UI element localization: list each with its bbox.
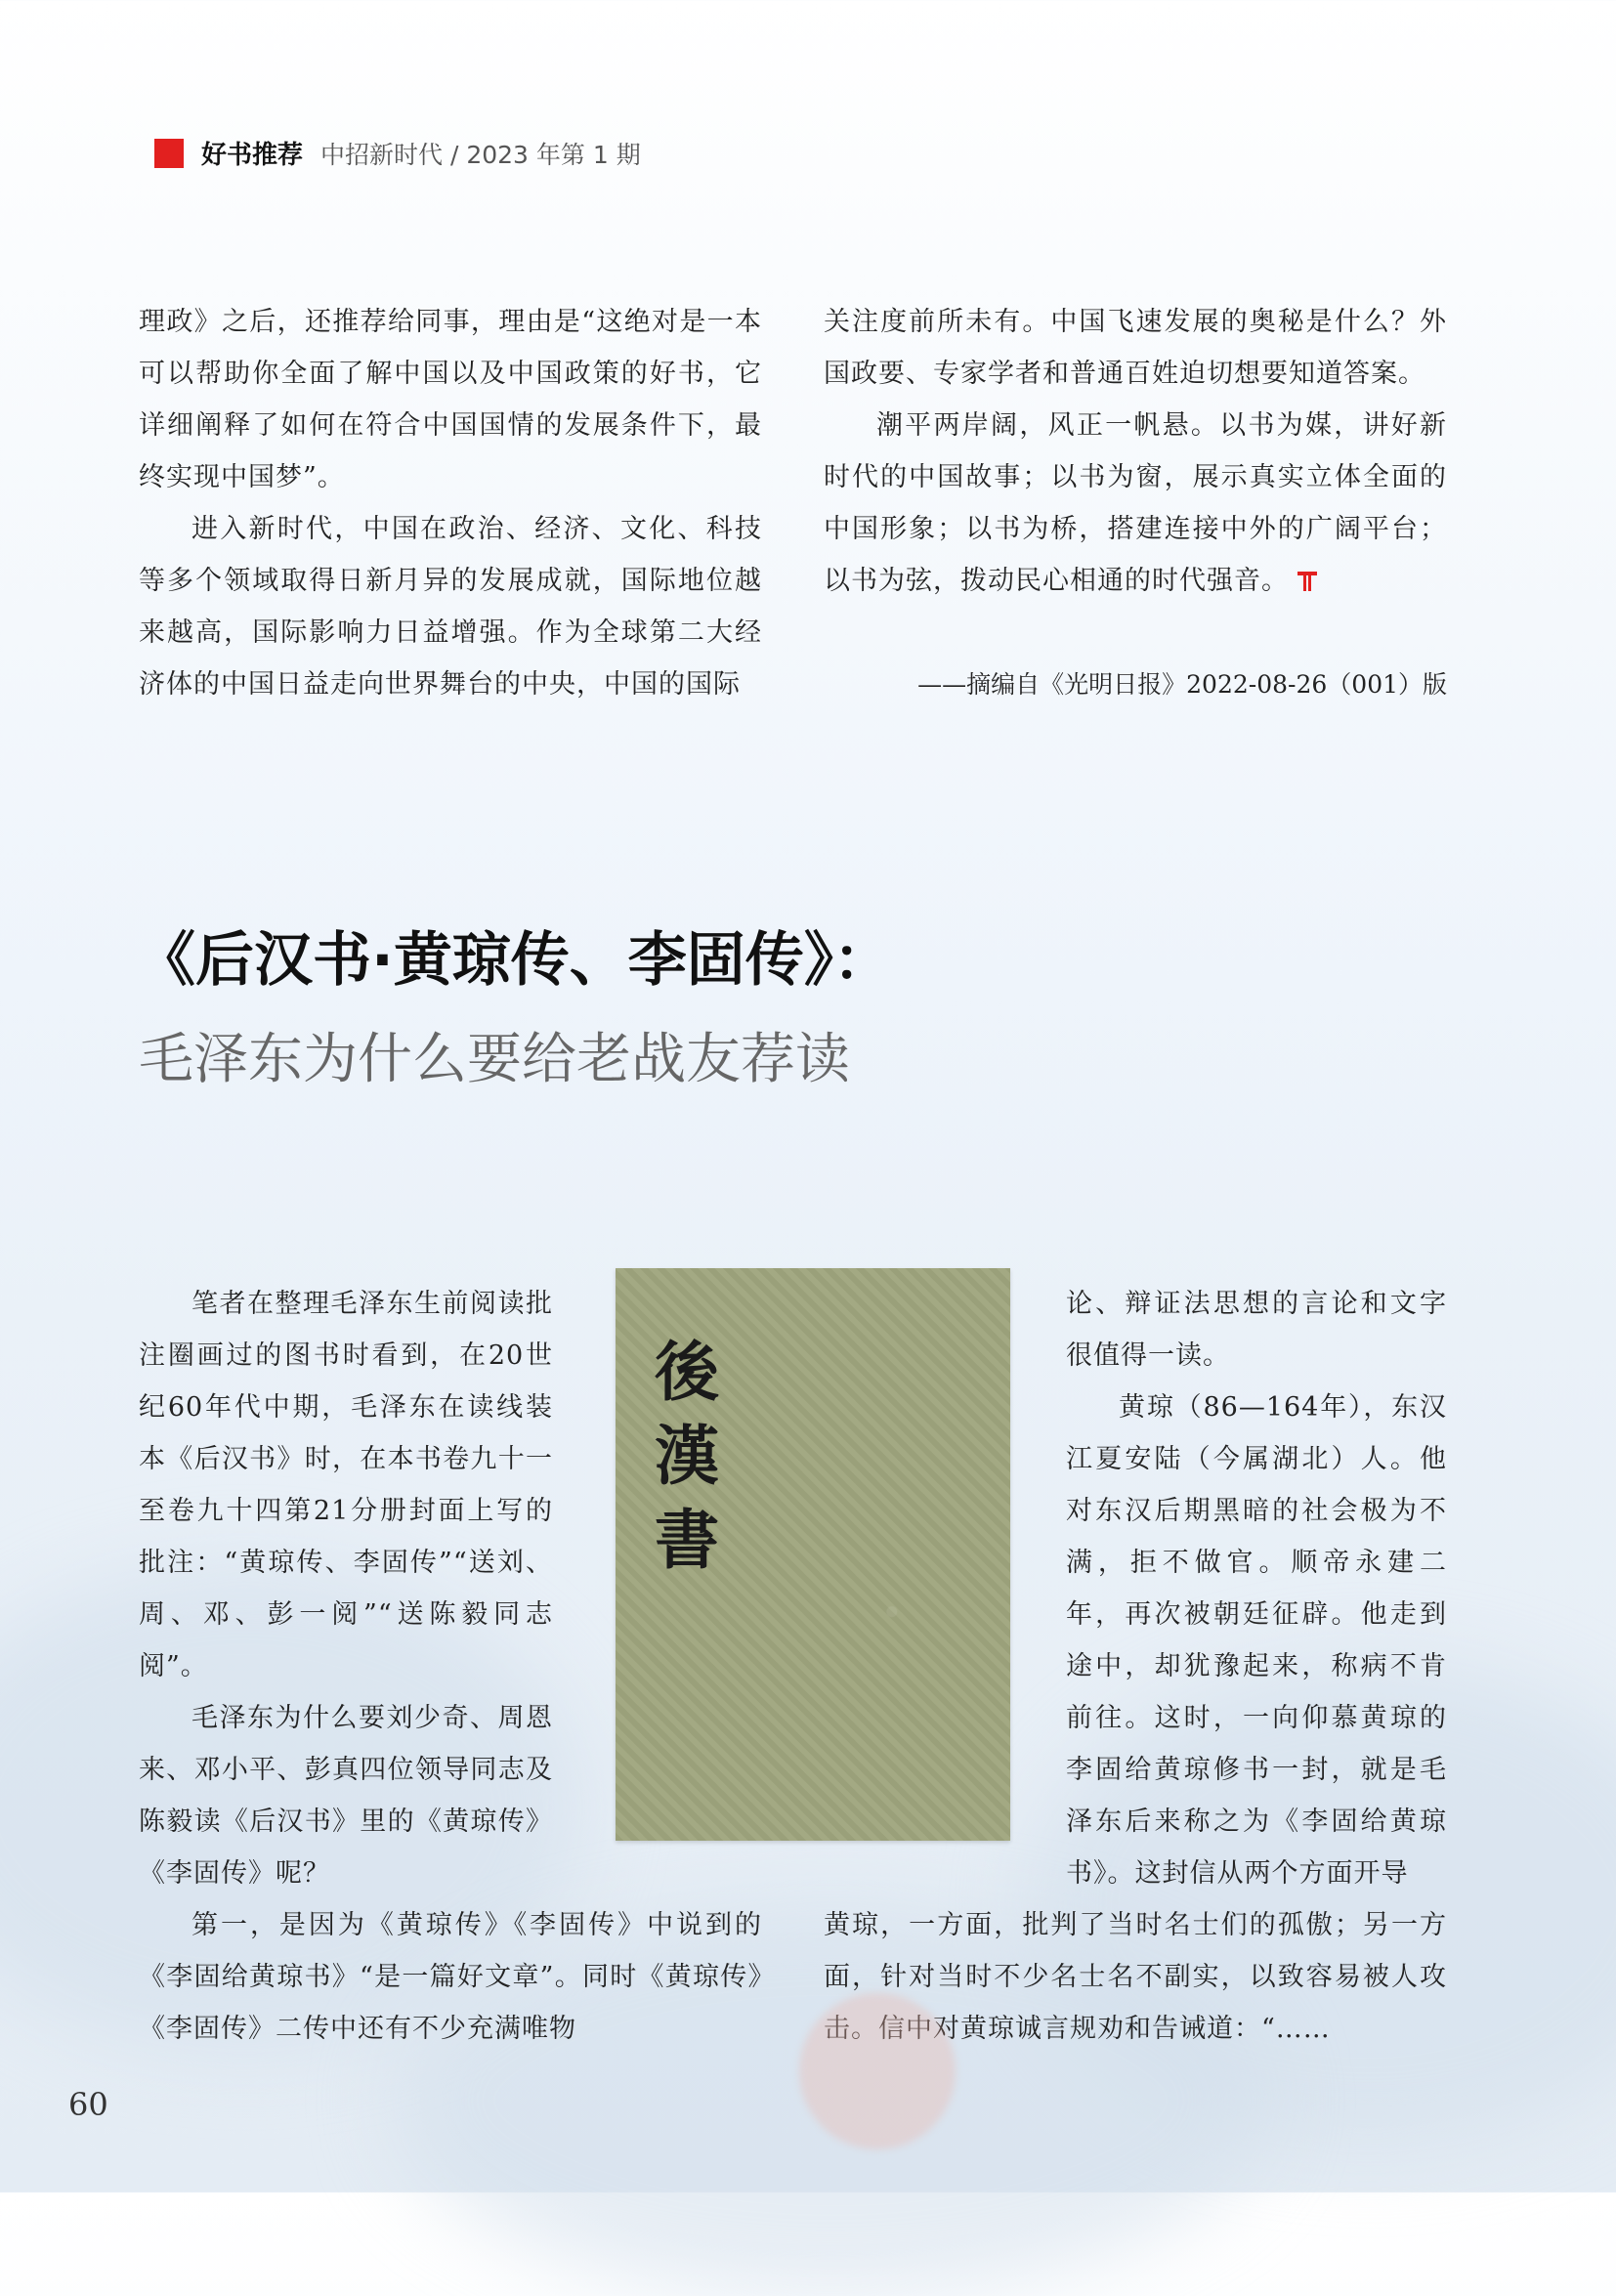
end-mark-icon	[1295, 568, 1320, 593]
paragraph: 理政》之后，还推荐给同事，理由是“这绝对是一本可以帮助你全面了解中国以及中国政策的好书，它详细阐释了如何在符合中国国情的发展条件下，最终实现中国梦”。	[139, 307, 762, 492]
decorative-sun	[799, 1993, 956, 2149]
body-right-column	[1066, 1278, 1447, 1899]
paragraph	[824, 400, 1447, 607]
section-marker-icon	[154, 139, 184, 168]
paragraph: 进入新时代，中国在政治、经济、文化、科技等多个领域取得日新月异的发展成就，国际地位越来越高，国际影响力日益增强。作为全球第二大经济体的中国日益走向世界舞台的中央，中国的国际	[139, 514, 762, 700]
top-left-column	[139, 296, 762, 710]
source-citation: ——摘编自《光明日报》2022-08-26（001）版	[917, 670, 1447, 699]
section-label: 好书推荐	[201, 141, 304, 170]
paragraph: 笔者在整理毛泽东生前阅读批注圈画过的图书时看到，在20世纪60年代中期，毛泽东在读线装本《后汉书》时，在本书卷九十一至卷九十四第21分册封面上写的批注：“黄琼传、李固传”“送刘、周、邓、彭一阅”“送陈毅同志阅”。	[139, 1289, 553, 1681]
page-header	[154, 135, 641, 171]
paragraph-text: 潮平两岸阔，风正一帆悬。以书为媒，讲好新时代的中国故事；以书为窗，展示真实立体全面的中国形象；以书为桥，搭建连接中外的广阔平台；以书为弦，拨动民心相通的时代强音。	[824, 410, 1447, 596]
book-cover-title	[655, 1334, 719, 1578]
publication-label: 中招新时代 / 2023 年第 1 期	[320, 140, 641, 169]
article-subtitle: 毛泽东为什么要给老战友荐读	[139, 1028, 850, 1091]
paragraph: 黄琼，一方面，批判了当时名士们的孤傲；另一方面，针对当时不少名士名不副实，以致容易被人攻击。信中对黄琼诚言规劝和告诫道：“……	[824, 1910, 1447, 2044]
paragraph: 关注度前所未有。中国飞速发展的奥秘是什么？外国政要、专家学者和普通百姓迫切想要知道答案。	[824, 307, 1447, 389]
page-number: 60	[68, 2086, 108, 2123]
bottom-left-column	[139, 1899, 762, 2055]
book-cover-image	[616, 1268, 1010, 1841]
book-title-char: 書	[655, 1502, 719, 1578]
article-title: 《后汉书·黄琼传、李固传》：	[137, 926, 892, 995]
top-right-column	[824, 296, 1447, 607]
paragraph: 黄琼（86—164年），东汉江夏安陆（今属湖北）人。他对东汉后期黑暗的社会极为不满，拒不做官。顺帝永建二年，再次被朝廷征辟。他走到途中，却犹豫起来，称病不肯前往。这时，一向仰慕黄琼的李固给黄琼修书一封，就是毛泽东后来称之为《李固给黄琼书》。这封信从两个方面开导	[1066, 1392, 1447, 1889]
book-title-char: 漢	[655, 1418, 719, 1494]
book-title-char: 後	[655, 1334, 719, 1410]
paragraph: 第一，是因为《黄琼传》《李固传》中说到的《李固给黄琼书》“是一篇好文章”。同时《黄琼传》《李固传》二传中还有不少充满唯物	[139, 1910, 762, 2044]
paragraph: 毛泽东为什么要刘少奇、周恩来、邓小平、彭真四位领导同志及陈毅读《后汉书》里的《黄琼传》《李固传》呢？	[139, 1703, 553, 1889]
body-left-column	[139, 1278, 553, 1899]
paragraph: 论、辩证法思想的言论和文字很值得一读。	[1066, 1289, 1447, 1371]
